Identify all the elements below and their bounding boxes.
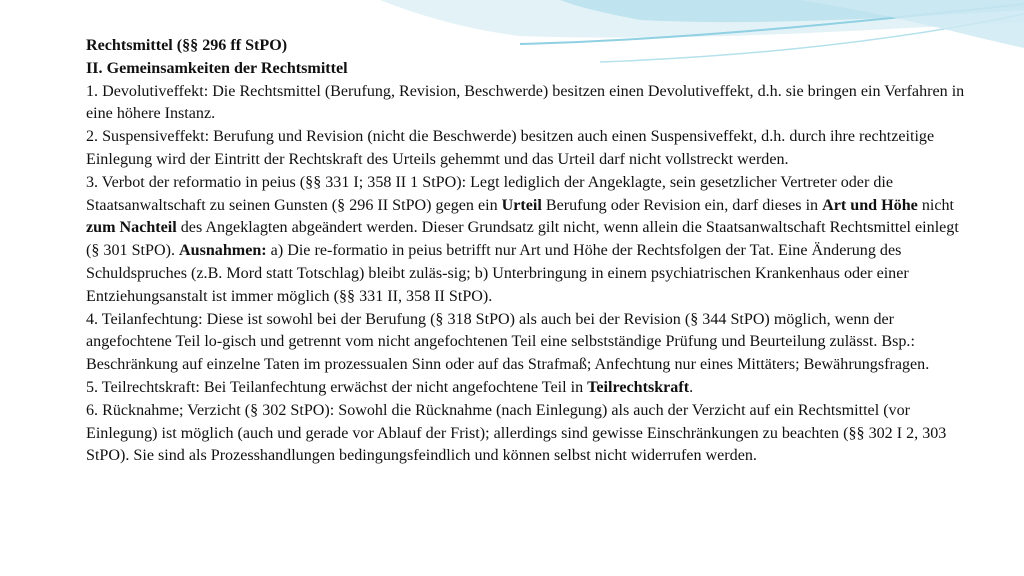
paragraph-ruecknahme-verzicht: 6. Rücknahme; Verzicht (§ 302 StPO): Sowohl die Rücknahme (nach Einlegung) als auch der Verzicht auf ein Rechtsmittel (vor Einlegung) ist möglich (auch und gerade vor Ablauf der Frist); allerdings sind gewisse Einschränkungen zu beachten (§§ 302 I 2, 303 StPO). Sie sind als Prozesshandlungen bedingungsfeindlich und können selbst nicht widerrufen werden. (86, 401, 947, 465)
slide-title: Rechtsmittel (§§ 296 ff StPO) (86, 37, 288, 54)
paragraph-devolutiveffekt: 1. Devolutiveffekt: Die Rechtsmittel (Berufung, Revision, Beschwerde) besitzen einen Devolutiveffekt, d.h. sie bringen ein Verfahren in eine höhere Instanz. (86, 82, 965, 123)
bold-urteil: Urteil (501, 196, 542, 214)
text-run: 5. Teilrechtskraft: Bei Teilanfechtung erwächst der nicht angefochtene Teil in (86, 378, 588, 396)
bold-art-und-hoehe: Art und Höhe (822, 196, 918, 214)
slide-subtitle: II. Gemeinsamkeiten der Rechtsmittel (86, 59, 348, 77)
paragraph-reformatio-in-peius (86, 172, 966, 309)
bold-teilrechtskraft: Teilrechtskraft (587, 378, 690, 396)
wave-band-mid (560, 0, 1024, 22)
bold-zum-nachteil: zum Nachteil (86, 219, 177, 237)
text-run: des Angeklagten abgeändert werden. Dieser Grundsatz gilt nicht, wenn allein die Staatsanwaltschaft Rechtsmittel einlegt (§ 301 StPO). (86, 219, 959, 260)
slide-content (86, 35, 966, 468)
text-run: a) Die re-formatio in peius betrifft nur Art und Höhe der Rechtsfolgen der Tat. Eine Änderung des Schuldspruches (z.B. Mord statt Totschlag) bleibt zuläs-sig; b) Unterbringung in einem psychiatrischen Krankenhaus oder einer Entziehungsanstalt ist immer möglich (§§ 331 II, 358 II StPO). (86, 242, 909, 305)
wave-band-light (380, 0, 1024, 38)
text-run: nicht (917, 196, 954, 214)
paragraph-suspensiveffekt: 2. Suspensiveffekt: Berufung und Revision (nicht die Beschwerde) besitzen auch einen Suspensiveffekt, d.h. durch ihre rechtzeitige Einlegung wird der Eintritt der Rechtskraft des Urteils gehemmt und das Urteil darf nicht vollstreckt werden. (86, 128, 935, 168)
text-run: Berufung oder Revision ein, darf dieses in (541, 196, 823, 214)
bold-ausnahmen: Ausnahmen: (179, 242, 267, 260)
text-run: . (689, 378, 694, 396)
paragraph-teilrechtskraft (86, 377, 966, 400)
text-run: 3. Verbot der reformatio in peius (§§ 331 I; 358 II 1 StPO): Legt lediglich der Angeklagte, sein gesetzlicher Vertreter oder die Staatsanwaltschaft zu seinen Gunsten (§ 296 II StPO) gegen ein (86, 173, 893, 214)
paragraph-teilanfechtung: 4. Teilanfechtung: Diese ist sowohl bei der Berufung (§ 318 StPO) als auch bei der Revision (§ 344 StPO) möglich, wenn der angefochtene Teil lo-gisch und getrennt vom nicht angefochtenen Teil eine selbstständige Prüfung und Beurteilung zulässt. Bsp.: Beschränkung auf einzelne Taten im prozessualen Sinn oder auf das Strafmaß; Anfechtung nur eines Mittäters; Bewährungsfragen. (86, 310, 930, 374)
